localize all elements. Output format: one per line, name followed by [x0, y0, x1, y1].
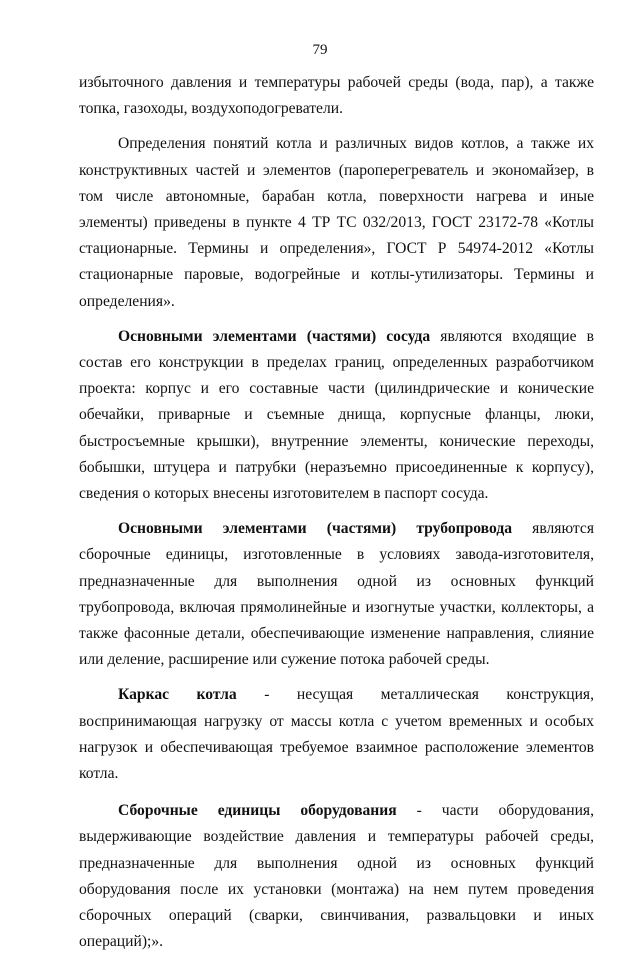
term-bold: Основными элементами (частями) трубопровода: [118, 520, 513, 538]
paragraph-vessel-elements: [79, 324, 594, 507]
page-number: 79: [312, 42, 328, 58]
term-bold: Каркас котла: [118, 686, 237, 704]
paragraph-boiler-definitions: [79, 131, 594, 314]
paragraph-continuation: [79, 70, 594, 122]
paragraph-text: являются входящие в состав его конструкции в пределах границ, определенных разработчиком проекта: корпус и его составные части (цилиндрические и конические обечайки, приварные и съемные днища, корпусные фланцы, люки, быстросъемные крышки), внутренние элементы, конические переходы, бобышки, штуцера и патрубки (неразъемно присоединенные к корпусу), сведения о которых внесены изготовителем в паспорт сосуда.: [79, 327, 594, 503]
paragraph-text: избыточного давления и температуры рабочей среды (вода, пар), а также топка, газоходы, воздухоподогреватели.: [79, 74, 594, 118]
paragraph-text: - несущая металлическая конструкция, воспринимающая нагрузку от массы котла с учетом временных и особых нагрузок и обеспечивающая требуемое взаимное расположение элементов котла.: [79, 686, 594, 783]
paragraph-text: Определения понятий котла и различных видов котлов, а также их конструктивных частей и элементов (пароперегреватель и экономайзер, в том числе автономные, барабан котла, поверхности нагрева и иные элементы) приведены в пункте 4 ТР ТС 032/2013, ГОСТ 23172-78 «Котлы стационарные. Термины и определения», ГОСТ Р 54974-2012 «Котлы стационарные паровые, водогрейные и котлы-утилизаторы. Термины и определения».: [79, 135, 594, 310]
body-text: [79, 70, 594, 956]
term-bold: Сборочные единицы оборудования: [118, 802, 397, 820]
paragraph-pipeline-elements: [79, 516, 594, 673]
paragraph-text: - части оборудования, выдерживающие воздействие давления и температуры рабочей среды, предназначенные для выполнения одной из основных функций оборудования после их установки (монтажа) на нем путем проведения сборочных операций (сварки, свинчивания, развальцовки и иных операций);».: [79, 802, 594, 951]
paragraph-assembly-units: [79, 798, 594, 955]
paragraph-text: являются сборочные единицы, изготовленные в условиях завода-изготовителя, предназначенные для выполнения одной из основных функций трубопровода, включая прямолинейные и изогнутые участки, коллекторы, а также фасонные детали, обеспечивающие изменение направления, слияние или деление, расширение или сужение потока рабочей среды.: [79, 520, 594, 669]
term-bold: Основными элементами (частями) сосуда: [118, 327, 431, 345]
paragraph-boiler-frame: [79, 682, 594, 787]
